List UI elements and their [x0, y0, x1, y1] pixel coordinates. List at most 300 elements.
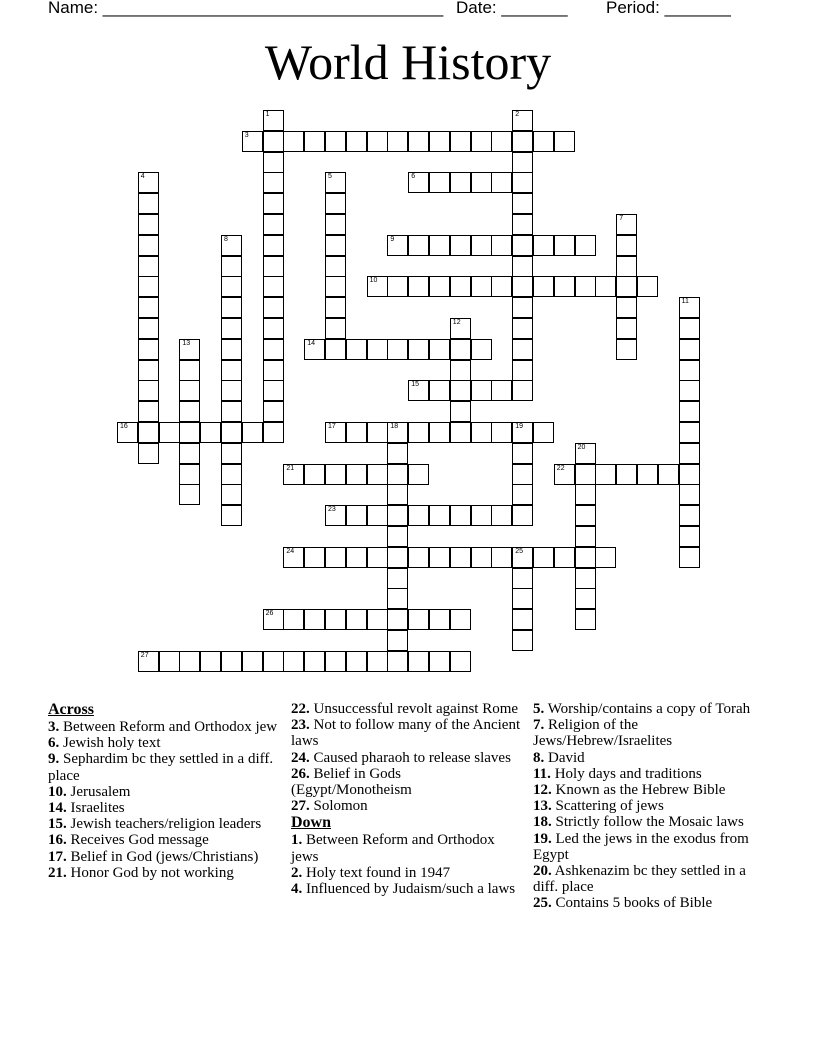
- crossword-cell[interactable]: [242, 131, 263, 152]
- crossword-cell[interactable]: [408, 380, 429, 401]
- crossword-cell[interactable]: [325, 339, 346, 360]
- clue-number: 4.: [291, 881, 303, 898]
- crossword-cell[interactable]: [408, 609, 429, 630]
- crossword-cell[interactable]: [200, 651, 221, 672]
- crossword-cell[interactable]: [533, 276, 554, 297]
- crossword-cell[interactable]: [512, 588, 533, 609]
- crossword-cell[interactable]: [346, 464, 367, 485]
- crossword-cell[interactable]: [367, 651, 388, 672]
- crossword-cell[interactable]: [387, 339, 408, 360]
- cell-number: 15: [411, 381, 419, 389]
- crossword-cell[interactable]: [221, 360, 242, 381]
- crossword-cell[interactable]: [179, 360, 200, 381]
- crossword-cell[interactable]: [221, 297, 242, 318]
- clue-text: Belief in Gods (Egypt/Monotheism: [291, 765, 412, 799]
- crossword-cell[interactable]: [138, 360, 159, 381]
- crossword-cell[interactable]: [408, 235, 429, 256]
- clue-number: 27.: [291, 798, 310, 815]
- crossword-cell[interactable]: [679, 297, 700, 318]
- crossword-cell[interactable]: [512, 110, 533, 131]
- crossword-cell[interactable]: [346, 547, 367, 568]
- crossword-cell[interactable]: [408, 172, 429, 193]
- crossword-cell[interactable]: [138, 339, 159, 360]
- crossword-cell[interactable]: [263, 318, 284, 339]
- crossword-cell[interactable]: [512, 464, 533, 485]
- crossword-cell[interactable]: [616, 256, 637, 277]
- down-clue: [533, 766, 765, 782]
- cell-number: 13: [182, 339, 191, 347]
- crossword-cell[interactable]: [304, 609, 325, 630]
- clue-text: Between Reform and Orthodox jew: [59, 719, 278, 735]
- crossword-cell[interactable]: [387, 630, 408, 651]
- student-info-header: [48, 0, 788, 20]
- crossword-cell[interactable]: [429, 172, 450, 193]
- crossword-cell[interactable]: [408, 339, 429, 360]
- crossword-cell[interactable]: [658, 464, 679, 485]
- crossword-cell[interactable]: [450, 505, 471, 526]
- crossword-cell[interactable]: [616, 214, 637, 235]
- crossword-cell[interactable]: [325, 422, 346, 443]
- crossword-cell[interactable]: [450, 401, 471, 422]
- crossword-cell[interactable]: [471, 235, 492, 256]
- crossword-cell[interactable]: [263, 276, 284, 297]
- crossword-cell[interactable]: [304, 547, 325, 568]
- crossword-cell[interactable]: [387, 235, 408, 256]
- crossword-cell[interactable]: [138, 193, 159, 214]
- crossword-cell[interactable]: [179, 339, 200, 360]
- crossword-cell[interactable]: [512, 609, 533, 630]
- crossword-cell[interactable]: [450, 547, 471, 568]
- crossword-cell[interactable]: [575, 526, 596, 547]
- crossword-cell[interactable]: [221, 484, 242, 505]
- crossword-cell[interactable]: [304, 339, 325, 360]
- crossword-cell[interactable]: [346, 651, 367, 672]
- crossword-cell[interactable]: [159, 651, 180, 672]
- crossword-cell[interactable]: [554, 235, 575, 256]
- crossword-cell[interactable]: [471, 276, 492, 297]
- crossword-cell[interactable]: [450, 380, 471, 401]
- crossword-cell[interactable]: [346, 339, 367, 360]
- crossword-cell[interactable]: [263, 360, 284, 381]
- crossword-cell[interactable]: [450, 276, 471, 297]
- date-field[interactable]: Date: _______: [456, 0, 568, 17]
- crossword-cell[interactable]: [450, 235, 471, 256]
- crossword-cell[interactable]: [242, 651, 263, 672]
- crossword-cell[interactable]: [450, 131, 471, 152]
- crossword-cell[interactable]: [367, 464, 388, 485]
- crossword-cell[interactable]: [575, 484, 596, 505]
- crossword-cell[interactable]: [575, 235, 596, 256]
- crossword-cell[interactable]: [575, 568, 596, 589]
- crossword-cell[interactable]: [429, 380, 450, 401]
- crossword-cell[interactable]: [221, 235, 242, 256]
- crossword-cell[interactable]: [263, 172, 284, 193]
- crossword-cell[interactable]: [221, 422, 242, 443]
- crossword-cell[interactable]: [429, 505, 450, 526]
- crossword-cell[interactable]: [325, 131, 346, 152]
- down-clue: [533, 863, 765, 895]
- crossword-cell[interactable]: [429, 651, 450, 672]
- crossword-cell[interactable]: [616, 297, 637, 318]
- crossword-cell[interactable]: [367, 339, 388, 360]
- crossword-cell[interactable]: [304, 131, 325, 152]
- crossword-cell[interactable]: [408, 505, 429, 526]
- across-heading: Across: [48, 701, 94, 718]
- crossword-cell[interactable]: [346, 422, 367, 443]
- crossword-cell[interactable]: [138, 318, 159, 339]
- crossword-cell[interactable]: [283, 609, 304, 630]
- crossword-cell[interactable]: [325, 276, 346, 297]
- clue-text: Jewish teachers/religion leaders: [66, 816, 262, 833]
- crossword-cell[interactable]: [263, 380, 284, 401]
- crossword-cell[interactable]: [408, 547, 429, 568]
- crossword-cell[interactable]: [138, 651, 159, 672]
- across-clue: [48, 865, 280, 881]
- crossword-cell[interactable]: [325, 318, 346, 339]
- crossword-cell[interactable]: [512, 484, 533, 505]
- clue-text: Holy days and traditions: [550, 765, 702, 782]
- crossword-cell[interactable]: [179, 443, 200, 464]
- crossword-cell[interactable]: [512, 380, 533, 401]
- crossword-cell[interactable]: [263, 651, 284, 672]
- crossword-cell[interactable]: [512, 276, 533, 297]
- crossword-cell[interactable]: [679, 401, 700, 422]
- crossword-cell[interactable]: [533, 547, 554, 568]
- crossword-cell[interactable]: [408, 464, 429, 485]
- crossword-cell[interactable]: [263, 297, 284, 318]
- crossword-cell[interactable]: [595, 464, 616, 485]
- crossword-cell[interactable]: [367, 547, 388, 568]
- crossword-cell[interactable]: [263, 152, 284, 173]
- crossword-cell[interactable]: [346, 505, 367, 526]
- crossword-cell[interactable]: [512, 443, 533, 464]
- crossword-cell[interactable]: [387, 568, 408, 589]
- crossword-cell[interactable]: [138, 214, 159, 235]
- crossword-cell[interactable]: [512, 131, 533, 152]
- down-clue: [291, 832, 523, 864]
- crossword-cell[interactable]: [450, 422, 471, 443]
- clue-number: 11.: [533, 765, 551, 782]
- crossword-cell[interactable]: [387, 588, 408, 609]
- name-field[interactable]: Name: ____________________________________: [48, 0, 444, 17]
- crossword-cell[interactable]: [679, 360, 700, 381]
- crossword-cell[interactable]: [491, 172, 512, 193]
- crossword-cell[interactable]: [325, 651, 346, 672]
- crossword-cell[interactable]: [679, 464, 700, 485]
- crossword-cell[interactable]: [429, 609, 450, 630]
- crossword-cell[interactable]: [512, 547, 533, 568]
- crossword-cell[interactable]: [575, 505, 596, 526]
- clue-number: 18.: [533, 814, 552, 831]
- crossword-cell[interactable]: [512, 505, 533, 526]
- clue-column-3: [533, 701, 765, 912]
- crossword-cell[interactable]: [283, 131, 304, 152]
- crossword-cell[interactable]: [221, 380, 242, 401]
- crossword-cell[interactable]: [575, 276, 596, 297]
- crossword-cell[interactable]: [616, 318, 637, 339]
- crossword-cell[interactable]: [637, 464, 658, 485]
- crossword-cell[interactable]: [512, 152, 533, 173]
- crossword-cell[interactable]: [512, 214, 533, 235]
- crossword-cell[interactable]: [575, 547, 596, 568]
- crossword-cell[interactable]: [533, 235, 554, 256]
- crossword-cell[interactable]: [679, 422, 700, 443]
- crossword-cell[interactable]: [179, 464, 200, 485]
- clue-number: 14.: [48, 800, 67, 817]
- crossword-cell[interactable]: [387, 547, 408, 568]
- crossword-cell[interactable]: [138, 235, 159, 256]
- clue-number: 17.: [48, 848, 67, 865]
- crossword-cell[interactable]: [200, 422, 221, 443]
- clue-number: 15.: [48, 816, 67, 833]
- crossword-cell[interactable]: [263, 422, 284, 443]
- crossword-cell[interactable]: [679, 484, 700, 505]
- crossword-cell[interactable]: [242, 422, 263, 443]
- crossword-cell[interactable]: [221, 651, 242, 672]
- clue-number: 22.: [291, 701, 310, 717]
- cell-number: 12: [452, 319, 461, 326]
- crossword-cell[interactable]: [575, 464, 596, 485]
- crossword-cell[interactable]: [450, 172, 471, 193]
- crossword-cell[interactable]: [179, 380, 200, 401]
- down-clue: [533, 798, 765, 814]
- crossword-cell[interactable]: [533, 422, 554, 443]
- crossword-cell[interactable]: [429, 422, 450, 443]
- crossword-cell[interactable]: [304, 651, 325, 672]
- across-clue: [48, 719, 280, 735]
- crossword-cell[interactable]: [325, 172, 346, 193]
- clue-text: Scattering of jews: [551, 798, 664, 815]
- crossword-cell[interactable]: [616, 339, 637, 360]
- crossword-cell[interactable]: [491, 505, 512, 526]
- crossword-cell[interactable]: [367, 505, 388, 526]
- crossword-cell[interactable]: [179, 484, 200, 505]
- crossword-cell[interactable]: [679, 443, 700, 464]
- crossword-cell[interactable]: [138, 276, 159, 297]
- crossword-cell[interactable]: [387, 443, 408, 464]
- crossword-cell[interactable]: [512, 297, 533, 318]
- crossword-cell[interactable]: [512, 422, 533, 443]
- clue-text: Worship/contains a copy of Torah: [544, 701, 751, 717]
- crossword-cell[interactable]: [471, 380, 492, 401]
- crossword-cell[interactable]: [179, 651, 200, 672]
- crossword-cell[interactable]: [512, 339, 533, 360]
- crossword-cell[interactable]: [512, 360, 533, 381]
- cell-number: 10: [369, 277, 378, 285]
- crossword-cell[interactable]: [221, 339, 242, 360]
- crossword-cell[interactable]: [325, 256, 346, 277]
- crossword-cell[interactable]: [159, 422, 180, 443]
- crossword-cell[interactable]: [429, 339, 450, 360]
- crossword-cell[interactable]: [408, 422, 429, 443]
- crossword-cell[interactable]: [471, 131, 492, 152]
- crossword-cell[interactable]: [575, 588, 596, 609]
- crossword-cell[interactable]: [616, 464, 637, 485]
- crossword-cell[interactable]: [263, 131, 284, 152]
- crossword-cell[interactable]: [679, 505, 700, 526]
- crossword-cell[interactable]: [512, 568, 533, 589]
- crossword-cell[interactable]: [450, 609, 471, 630]
- crossword-cell[interactable]: [429, 276, 450, 297]
- across-clue: [48, 832, 280, 848]
- crossword-cell[interactable]: [263, 609, 284, 630]
- clue-text: Jewish holy text: [59, 735, 161, 752]
- clue-number: 19.: [533, 830, 552, 847]
- crossword-cell[interactable]: [471, 172, 492, 193]
- crossword-cell[interactable]: [408, 131, 429, 152]
- crossword-cell[interactable]: [367, 609, 388, 630]
- crossword-cell[interactable]: [325, 193, 346, 214]
- crossword-cell[interactable]: [491, 547, 512, 568]
- crossword-cell[interactable]: [221, 401, 242, 422]
- crossword-cell[interactable]: [533, 131, 554, 152]
- down-clue: [533, 750, 765, 766]
- crossword-cell[interactable]: [679, 339, 700, 360]
- crossword-cell[interactable]: [263, 401, 284, 422]
- crossword-cell[interactable]: [367, 276, 388, 297]
- clue-number: 1.: [291, 832, 303, 849]
- crossword-cell[interactable]: [387, 464, 408, 485]
- crossword-cell[interactable]: [512, 172, 533, 193]
- crossword-cell[interactable]: [117, 422, 138, 443]
- crossword-cell[interactable]: [325, 464, 346, 485]
- crossword-cell[interactable]: [679, 526, 700, 547]
- crossword-cell[interactable]: [346, 131, 367, 152]
- clue-number: 24.: [291, 749, 310, 766]
- crossword-cell[interactable]: [367, 422, 388, 443]
- crossword-cell[interactable]: [491, 422, 512, 443]
- crossword-cell[interactable]: [575, 443, 596, 464]
- crossword-cell[interactable]: [138, 380, 159, 401]
- crossword-cell[interactable]: [387, 505, 408, 526]
- clue-column-2: [291, 701, 523, 897]
- crossword-cell[interactable]: [346, 609, 367, 630]
- crossword-cell[interactable]: [387, 651, 408, 672]
- crossword-cell[interactable]: [491, 131, 512, 152]
- crossword-cell[interactable]: [325, 609, 346, 630]
- crossword-cell[interactable]: [221, 256, 242, 277]
- crossword-cell[interactable]: [179, 422, 200, 443]
- crossword-cell[interactable]: [367, 131, 388, 152]
- crossword-cell[interactable]: [450, 339, 471, 360]
- across-clue: [291, 717, 523, 749]
- crossword-cell[interactable]: [387, 484, 408, 505]
- crossword-cell[interactable]: [450, 360, 471, 381]
- crossword-cell[interactable]: [221, 318, 242, 339]
- crossword-cell[interactable]: [679, 318, 700, 339]
- crossword-cell[interactable]: [325, 214, 346, 235]
- down-clue: [291, 881, 523, 897]
- crossword-cell[interactable]: [512, 235, 533, 256]
- crossword-cell[interactable]: [429, 131, 450, 152]
- down-clue: [291, 865, 523, 881]
- crossword-cell[interactable]: [471, 422, 492, 443]
- crossword-cell[interactable]: [491, 276, 512, 297]
- crossword-cell[interactable]: [221, 443, 242, 464]
- crossword-cell[interactable]: [283, 547, 304, 568]
- crossword-cell[interactable]: [283, 464, 304, 485]
- crossword-cell[interactable]: [387, 131, 408, 152]
- crossword-cell[interactable]: [595, 276, 616, 297]
- crossword-cell[interactable]: [325, 235, 346, 256]
- crossword-cell[interactable]: [221, 505, 242, 526]
- crossword-cell[interactable]: [554, 464, 575, 485]
- crossword-cell[interactable]: [263, 214, 284, 235]
- crossword-cell[interactable]: [325, 547, 346, 568]
- crossword-cell[interactable]: [679, 547, 700, 568]
- down-clue: [533, 895, 765, 911]
- crossword-cell[interactable]: [387, 609, 408, 630]
- crossword-cell[interactable]: [471, 547, 492, 568]
- crossword-cell[interactable]: [554, 131, 575, 152]
- clue-number: 23.: [291, 717, 310, 734]
- crossword-cell[interactable]: [616, 235, 637, 256]
- period-field[interactable]: Period: _______: [606, 0, 731, 17]
- crossword-cell[interactable]: [263, 193, 284, 214]
- crossword-cell[interactable]: [263, 339, 284, 360]
- crossword-cell[interactable]: [221, 276, 242, 297]
- crossword-cell[interactable]: [263, 110, 284, 131]
- crossword-cell[interactable]: [138, 422, 159, 443]
- clue-text: David: [544, 749, 585, 766]
- crossword-cell[interactable]: [616, 276, 637, 297]
- clue-text: Religion of the Jews/Hebrew/Israelites: [533, 717, 673, 750]
- clue-number: 7.: [533, 717, 545, 734]
- crossword-cell[interactable]: [595, 547, 616, 568]
- crossword-cell[interactable]: [512, 193, 533, 214]
- crossword-cell[interactable]: [575, 609, 596, 630]
- across-clue: [48, 751, 280, 783]
- crossword-cell[interactable]: [429, 547, 450, 568]
- crossword-cell[interactable]: [387, 276, 408, 297]
- crossword-cell[interactable]: [450, 651, 471, 672]
- crossword-cell[interactable]: [138, 172, 159, 193]
- crossword-cell[interactable]: [512, 256, 533, 277]
- crossword-cell[interactable]: [491, 235, 512, 256]
- crossword-cell[interactable]: [471, 339, 492, 360]
- crossword-cell[interactable]: [325, 505, 346, 526]
- crossword-cell[interactable]: [408, 651, 429, 672]
- crossword-cell[interactable]: [263, 256, 284, 277]
- crossword-cell[interactable]: [491, 380, 512, 401]
- crossword-cell[interactable]: [263, 235, 284, 256]
- crossword-cell[interactable]: [138, 443, 159, 464]
- crossword-cell[interactable]: [429, 235, 450, 256]
- crossword-cell[interactable]: [304, 464, 325, 485]
- crossword-cell[interactable]: [283, 651, 304, 672]
- crossword-cell[interactable]: [679, 380, 700, 401]
- crossword-cell[interactable]: [221, 464, 242, 485]
- cell-number: 8: [224, 235, 228, 243]
- crossword-cell[interactable]: [138, 297, 159, 318]
- crossword-cell[interactable]: [512, 630, 533, 651]
- crossword-cell[interactable]: [325, 297, 346, 318]
- crossword-cell[interactable]: [387, 422, 408, 443]
- crossword-cell[interactable]: [637, 276, 658, 297]
- crossword-cell[interactable]: [554, 547, 575, 568]
- clue-text: Known as the Hebrew Bible: [551, 782, 726, 799]
- crossword-cell[interactable]: [138, 401, 159, 422]
- crossword-cell[interactable]: [471, 505, 492, 526]
- crossword-cell[interactable]: [179, 401, 200, 422]
- crossword-cell[interactable]: [554, 276, 575, 297]
- crossword-cell[interactable]: [387, 526, 408, 547]
- clue-text: Caused pharaoh to release slaves: [309, 749, 511, 766]
- crossword-cell[interactable]: [450, 318, 471, 339]
- crossword-cell[interactable]: [138, 256, 159, 277]
- crossword-cell[interactable]: [512, 318, 533, 339]
- crossword-cell[interactable]: [408, 276, 429, 297]
